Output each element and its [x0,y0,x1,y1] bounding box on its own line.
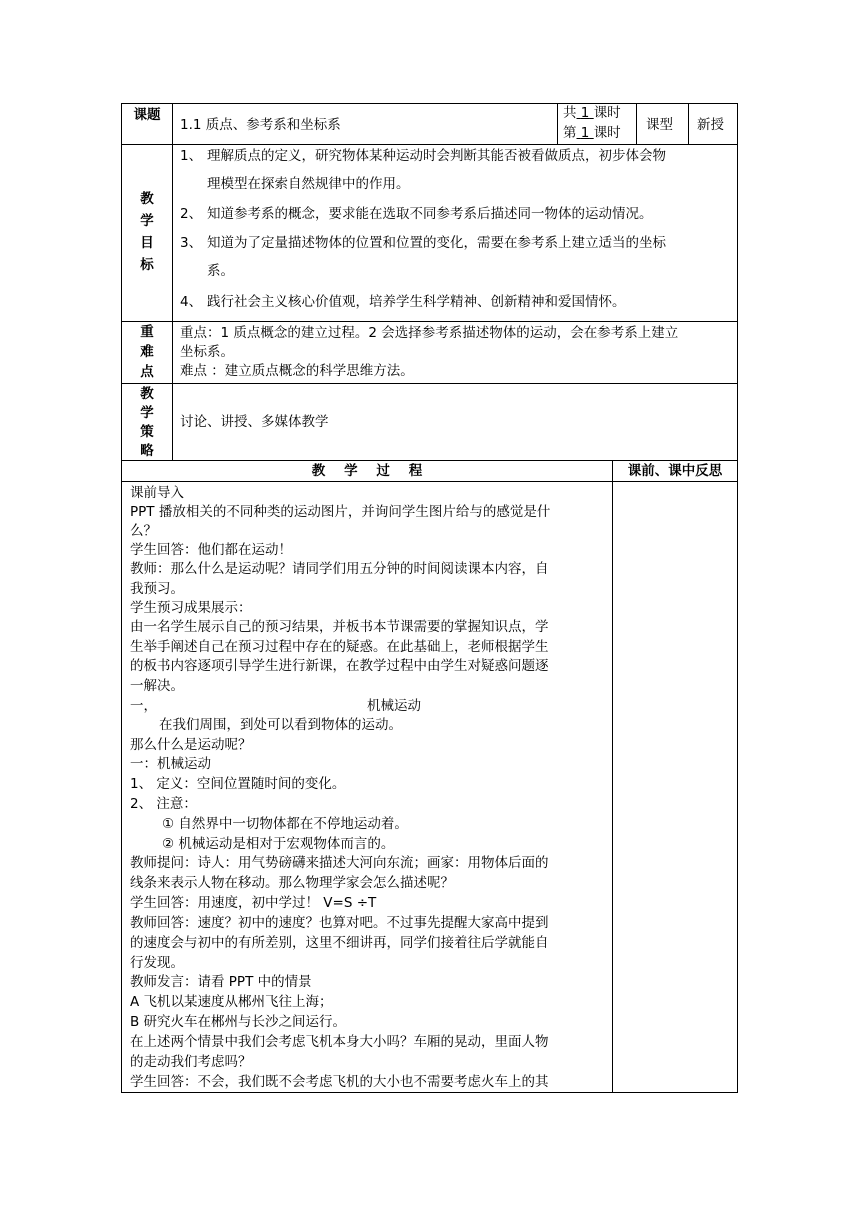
reflect-header: 课前、课中反思 [627,463,723,479]
process-line-5: 教师：那么什么是运动呢？请同学们用五分钟的时间阅读课本内容，自 [130,561,549,577]
process-line-18: ② 机械运动是相对于宏观物体而言的。 [162,836,395,852]
process-line-24: 行发现。 [130,955,184,971]
process-line-10: 的板书内容逐项引导学生进行新课，在教学过程中由学生对疑惑问题逐 [130,658,549,674]
current-hour [563,124,621,143]
row-divider-process-body [121,481,738,482]
reflect-column-divider [612,460,613,1093]
goal-2-number: 2、 [180,206,203,222]
row-divider-goals [121,144,738,145]
process-line-25: 教师发言：请看 PPT 中的情景 [130,974,312,990]
process-line-13: 那么什么是运动呢？ [130,737,252,753]
lesson-type-value: 新授 [697,117,724,133]
process-line-23: 的速度会与初中的有所差别，这里不细讲再，同学们接着往后学就能自 [130,935,549,951]
process-line-3: 么？ [130,523,157,539]
process-line-27: B 研究火车在郴州与长沙之间运行。 [130,1014,347,1030]
goals-label-4: 标 [140,257,154,273]
process-line-12: 在我们周围，到处可以看到物体的运动。 [159,717,402,733]
total-hours [563,104,621,123]
goal-3-line-2: 系。 [207,263,234,279]
keypoints-label-1: 重 [140,324,154,340]
row-divider-process [121,460,738,461]
lesson-type-label: 课型 [646,117,673,133]
strategy-label-3: 策 [140,424,154,440]
goal-4-number: 4、 [180,294,203,310]
keypoints-label-2: 难 [140,344,154,360]
strategy-text: 讨论、讲授、多媒体教学 [180,414,329,430]
current-hour-prefix: 第 [563,125,577,141]
goal-2-line-1: 知道参考系的概念，要求能在选取不同参考系后描述同一物体的运动情况。 [207,206,653,222]
keypoints-line-1: 重点：1 质点概念的建立过程。2 会选择参考系描述物体的运动，会在参考系上建立 [180,325,679,341]
strategy-label-2: 学 [140,405,154,421]
process-line-28: 在上述两个情景中我们会考虑飞机本身大小吗？车厢的晃动，里面人物 [130,1034,549,1050]
keypoints-line-2: 坐标系。 [180,344,234,360]
goal-4-line-1: 践行社会主义核心价值观，培养学生科学精神、创新精神和爱国情怀。 [207,294,626,310]
section-one-title: 机械运动 [367,698,421,714]
row-divider-keypoints [121,321,738,322]
topic-label: 课题 [133,107,161,123]
goal-3-line-1: 知道为了定量描述物体的位置和位置的变化，需要在参考系上建立适当的坐标 [207,235,666,251]
goals-label-3: 目 [140,235,154,251]
process-line-14: 一：机械运动 [130,756,211,772]
keypoints-label-3: 点 [140,364,154,380]
process-line-22: 教师回答：速度？初中的速度？也算对吧。不过事先提醒大家高中提到 [130,915,549,931]
process-line-30: 学生回答：不会，我们既不会考虑飞机的大小也不需要考虑火车上的其 [130,1074,549,1090]
goal-1-number: 1、 [180,148,203,164]
strategy-label-1: 教 [140,386,154,402]
process-line-9: 生举手阐述自己在预习过程中存在的疑惑。在此基础上，老师根据学生 [130,639,549,655]
process-line-4: 学生回答：他们都在运动！ [130,542,292,558]
goals-label-1: 教 [140,191,154,207]
goal-1-line-2: 理模型在探索自然规律中的作用。 [207,176,410,192]
table-border-right [737,103,738,1093]
goal-3-number: 3、 [180,235,203,251]
process-line-8: 由一名学生展示自己的预习结果，并板书本节课需要的掌握知识点，学 [130,619,549,635]
row-divider-strategy [121,383,738,384]
process-line-11: 一解决。 [130,678,184,694]
process-line-26: A 飞机以某速度从郴州飞往上海； [130,994,333,1010]
process-line-29: 的走动我们考虑吗？ [130,1054,252,1070]
header-divider-type [688,103,689,145]
total-hours-number: 1 [580,105,590,121]
process-line-21: 学生回答：用速度，初中学过！ V=S ÷T [130,895,377,911]
strategy-label-4: 略 [140,443,154,459]
header-divider-topic [557,103,558,145]
process-line-17: ① 自然界中一切物体都在不停地运动着。 [162,816,408,832]
process-line-15: 1、 定义：空间位置随时间的变化。 [130,776,346,792]
header-divider-hours [636,103,637,145]
process-line-20: 线条来表示人物在移动。那么物理学家会怎么描述呢？ [130,875,454,891]
process-line-16: 2、 注意： [130,796,197,812]
current-hour-number: 1 [580,125,590,141]
current-hour-suffix: 课时 [593,125,621,141]
section-one-number: 一， [130,698,157,714]
process-line-6: 我预习。 [130,581,184,597]
keypoints-line-3: 难点 ：建立质点概念的科学思维方法。 [180,363,414,379]
process-line-19: 教师提问：诗人：用气势磅礴来描述大河向东流；画家：用物体后面的 [130,855,549,871]
table-border-bottom [121,1092,738,1093]
process-header: 教 学 过 程 [311,463,423,479]
total-hours-prefix: 共 [563,105,577,121]
label-column-divider [172,103,173,461]
goal-1-line-1: 理解质点的定义，研究物体某种运动时会判断其能否被看做质点，初步体会物 [207,148,666,164]
total-hours-suffix: 课时 [593,105,621,121]
table-border-top [121,103,738,104]
goals-label-2: 学 [140,213,154,229]
process-line-2: PPT 播放相关的不同种类的运动图片，并询问学生图片给与的感觉是什 [130,504,551,520]
topic-title: 1.1 质点、参考系和坐标系 [180,117,341,133]
process-line-7: 学生预习成果展示： [130,600,252,616]
process-line-1: 课前导入 [130,485,184,501]
